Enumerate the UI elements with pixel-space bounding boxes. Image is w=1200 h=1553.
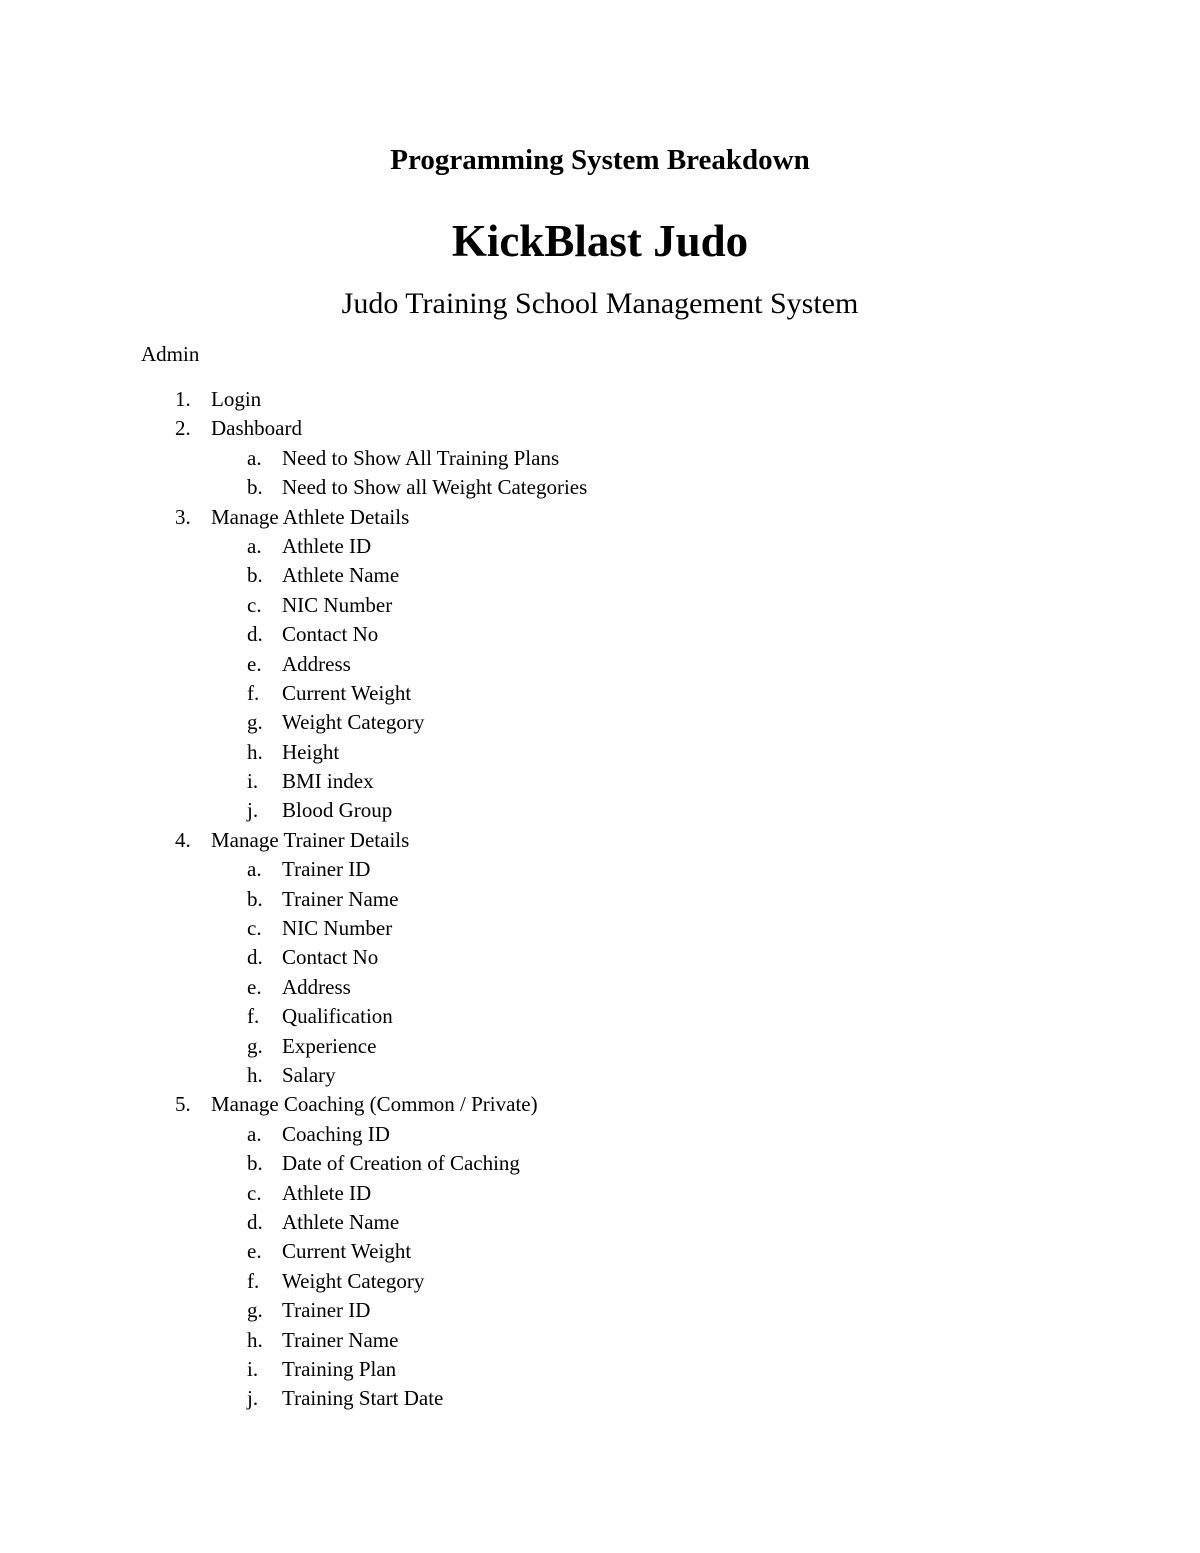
- sub-list-letter: c.: [247, 1180, 262, 1205]
- sub-list-letter: i.: [247, 769, 259, 794]
- sub-list-item-label: Contact No: [282, 622, 379, 647]
- sub-list-item: [0, 885, 1200, 914]
- document-title: KickBlast Judo: [451, 216, 749, 266]
- sub-list-item-label: Athlete ID: [282, 533, 372, 558]
- outline-list: [0, 385, 1200, 1414]
- sub-list-item: [0, 708, 1200, 737]
- list-item-label: Dashboard: [211, 416, 302, 441]
- sub-list-letter: a.: [247, 857, 262, 882]
- list-number: 3.: [175, 504, 191, 529]
- sub-list-item: [0, 1002, 1200, 1031]
- sub-list-item-label: Trainer Name: [282, 886, 399, 911]
- sub-list-item-label: Athlete Name: [282, 563, 400, 588]
- sub-list-item-label: Trainer ID: [282, 857, 371, 882]
- sub-list-item: [0, 796, 1200, 825]
- list-item: [0, 503, 1200, 532]
- sub-list-letter: h.: [247, 739, 263, 764]
- sub-list-letter: b.: [247, 563, 263, 588]
- list-item-label: Manage Coaching (Common / Private): [211, 1092, 538, 1117]
- list-item: [0, 826, 1200, 855]
- sub-list-item: [0, 738, 1200, 767]
- sub-list-item-label: Current Weight: [282, 1239, 412, 1264]
- sub-list-item-label: Training Plan: [282, 1356, 397, 1381]
- sub-list-item: [0, 473, 1200, 502]
- sub-list-item-label: Athlete Name: [282, 1209, 400, 1234]
- sub-list-item-label: Weight Category: [282, 1268, 425, 1293]
- sub-list-item-label: Weight Category: [282, 710, 425, 735]
- sub-list-letter: e.: [247, 974, 262, 999]
- list-item: [0, 385, 1200, 414]
- sub-list-item-label: Address: [282, 974, 351, 999]
- sub-list-item: [0, 1120, 1200, 1149]
- sub-list-letter: d.: [247, 945, 263, 970]
- sub-list-item: [0, 914, 1200, 943]
- sub-list-item: [0, 1296, 1200, 1325]
- sub-list-item: [0, 1237, 1200, 1266]
- sub-list-item: [0, 943, 1200, 972]
- list-number: 5.: [175, 1092, 191, 1117]
- sub-list-item: [0, 1061, 1200, 1090]
- sub-list-letter: c.: [247, 916, 262, 941]
- sub-list-letter: a.: [247, 533, 262, 558]
- sub-list-item-label: BMI index: [282, 769, 374, 794]
- sub-list-item: [0, 532, 1200, 561]
- sub-list-letter: b.: [247, 886, 263, 911]
- sub-list-item: [0, 1355, 1200, 1384]
- sub-list-item: [0, 1179, 1200, 1208]
- sub-list-letter: f.: [247, 1268, 260, 1293]
- sub-list-item-label: Experience: [282, 1033, 377, 1058]
- sub-list-item: [0, 1326, 1200, 1355]
- sub-list-letter: e.: [247, 651, 262, 676]
- sub-list-item-label: Salary: [282, 1062, 336, 1087]
- sub-list-item-label: Qualification: [282, 1004, 393, 1029]
- sub-list-item-label: Training Start Date: [282, 1386, 444, 1411]
- sub-list-letter: e.: [247, 1239, 262, 1264]
- sub-list-item-label: Current Weight: [282, 680, 412, 705]
- sub-list-item: [0, 650, 1200, 679]
- document-subtitle: Judo Training School Management System: [341, 287, 859, 320]
- list-number: 2.: [175, 416, 191, 441]
- sub-list-item-label: NIC Number: [282, 592, 393, 617]
- sub-list-item-label: Height: [282, 739, 340, 764]
- sub-list-letter: g.: [247, 1298, 263, 1323]
- sub-list-letter: h.: [247, 1327, 263, 1352]
- sub-list-letter: f.: [247, 680, 260, 705]
- sub-list-letter: b.: [247, 475, 263, 500]
- sub-list-item-label: Athlete ID: [282, 1180, 372, 1205]
- sub-list-letter: h.: [247, 1062, 263, 1087]
- sub-list-item-label: Need to Show all Weight Categories: [282, 475, 588, 500]
- sub-list-letter: j.: [247, 1386, 259, 1411]
- list-item-label: Login: [211, 387, 262, 411]
- sub-list-item: [0, 1267, 1200, 1296]
- sub-list-item: [0, 620, 1200, 649]
- sub-list-item-label: Trainer Name: [282, 1327, 399, 1352]
- sub-list-item: [0, 1032, 1200, 1061]
- sub-list-item: [0, 767, 1200, 796]
- sub-list-item-label: Contact No: [282, 945, 379, 970]
- sub-list-item-label: Date of Creation of Caching: [282, 1151, 520, 1176]
- section-label-admin: Admin: [141, 342, 200, 366]
- sub-list-item: [0, 1384, 1200, 1413]
- list-item: [0, 1090, 1200, 1119]
- sub-list-item: [0, 1208, 1200, 1237]
- document-heading: Programming System Breakdown: [390, 144, 810, 176]
- sub-list-item: [0, 561, 1200, 590]
- sub-list-item-label: NIC Number: [282, 916, 393, 941]
- sub-list-item-label: Address: [282, 651, 351, 676]
- sub-list-letter: d.: [247, 622, 263, 647]
- sub-list-item-label: Blood Group: [282, 798, 393, 823]
- list-item: [0, 414, 1200, 443]
- sub-list-letter: i.: [247, 1356, 259, 1381]
- sub-list-letter: c.: [247, 592, 262, 617]
- sub-list-letter: a.: [247, 445, 262, 470]
- sub-list-letter: b.: [247, 1151, 263, 1176]
- list-number: 4.: [175, 827, 191, 852]
- list-item-label: Manage Trainer Details: [211, 827, 410, 852]
- sub-list-item: [0, 444, 1200, 473]
- sub-list-item: [0, 679, 1200, 708]
- sub-list-item: [0, 1149, 1200, 1178]
- sub-list-letter: f.: [247, 1004, 260, 1029]
- sub-list-item-label: Trainer ID: [282, 1298, 371, 1323]
- sub-list-letter: j.: [247, 798, 259, 823]
- sub-list-item-label: Coaching ID: [282, 1121, 390, 1146]
- sub-list-item: [0, 591, 1200, 620]
- sub-list-letter: g.: [247, 1033, 263, 1058]
- list-number: 1.: [175, 387, 191, 411]
- sub-list-letter: a.: [247, 1121, 262, 1146]
- sub-list-letter: d.: [247, 1209, 263, 1234]
- list-item-label: Manage Athlete Details: [211, 504, 410, 529]
- sub-list-letter: g.: [247, 710, 263, 735]
- sub-list-item-label: Need to Show All Training Plans: [282, 445, 560, 470]
- sub-list-item: [0, 855, 1200, 884]
- sub-list-item: [0, 973, 1200, 1002]
